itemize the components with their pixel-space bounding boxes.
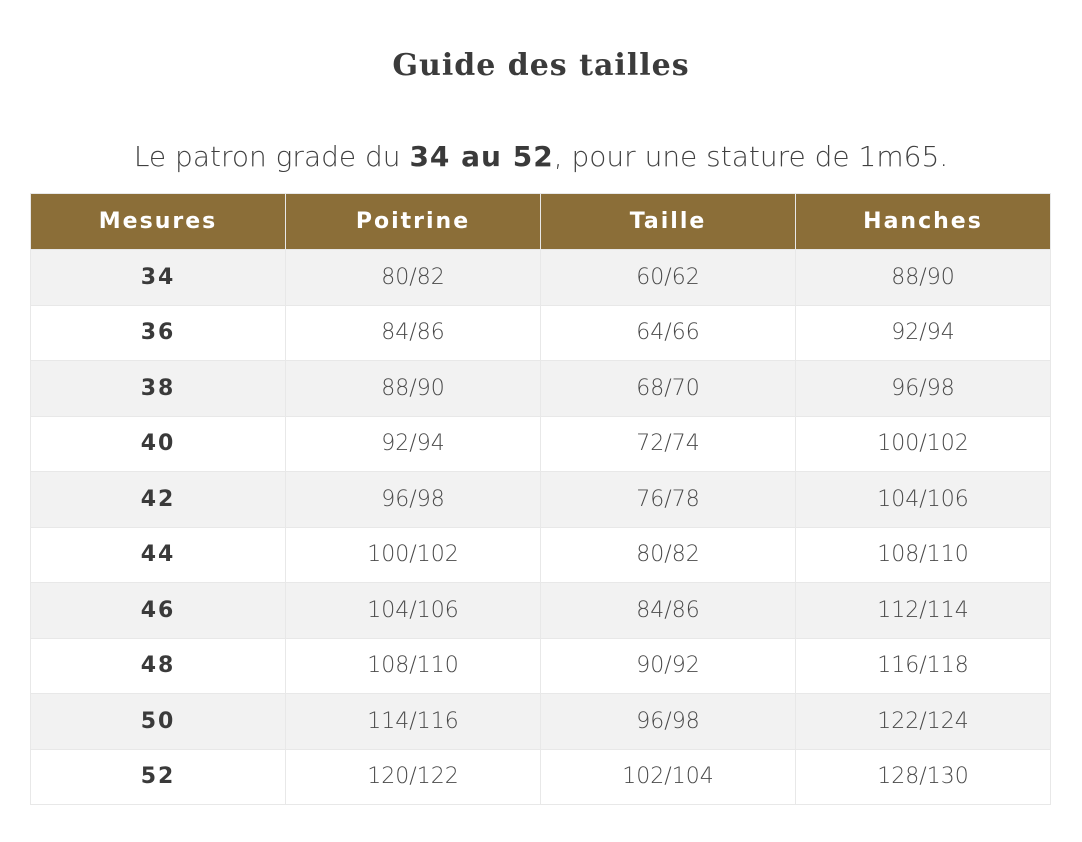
- table-row: [31, 694, 1051, 750]
- table-row: [31, 416, 1051, 472]
- table-row: [31, 583, 1051, 639]
- table-row: [31, 638, 1051, 694]
- table-row: [31, 305, 1051, 361]
- size-cell: 48: [31, 638, 286, 694]
- size-chart-table: [30, 193, 1051, 805]
- taille-cell: 96/98: [541, 694, 796, 750]
- table-row: [31, 250, 1051, 306]
- taille-cell: 60/62: [541, 250, 796, 306]
- taille-cell: 84/86: [541, 583, 796, 639]
- hanches-cell: 96/98: [796, 361, 1051, 417]
- subtitle: [0, 140, 1082, 173]
- hanches-cell: 104/106: [796, 472, 1051, 528]
- poitrine-cell: 104/106: [286, 583, 541, 639]
- hanches-cell: 112/114: [796, 583, 1051, 639]
- size-cell: 52: [31, 749, 286, 805]
- size-cell: 34: [31, 250, 286, 306]
- size-cell: 40: [31, 416, 286, 472]
- poitrine-cell: 120/122: [286, 749, 541, 805]
- hanches-cell: 122/124: [796, 694, 1051, 750]
- size-cell: 46: [31, 583, 286, 639]
- table-row: [31, 749, 1051, 805]
- hanches-cell: 108/110: [796, 527, 1051, 583]
- poitrine-cell: 92/94: [286, 416, 541, 472]
- hanches-cell: 116/118: [796, 638, 1051, 694]
- poitrine-cell: 100/102: [286, 527, 541, 583]
- subtitle-size-range: 34 au 52: [409, 140, 554, 173]
- column-header-poitrine: Poitrine: [286, 194, 541, 250]
- poitrine-cell: 88/90: [286, 361, 541, 417]
- size-cell: 42: [31, 472, 286, 528]
- taille-cell: 76/78: [541, 472, 796, 528]
- subtitle-suffix: , pour une stature de 1m65.: [553, 140, 949, 173]
- hanches-cell: 128/130: [796, 749, 1051, 805]
- taille-cell: 64/66: [541, 305, 796, 361]
- size-cell: 38: [31, 361, 286, 417]
- taille-cell: 80/82: [541, 527, 796, 583]
- size-cell: 50: [31, 694, 286, 750]
- size-cell: 44: [31, 527, 286, 583]
- size-cell: 36: [31, 305, 286, 361]
- hanches-cell: 92/94: [796, 305, 1051, 361]
- taille-cell: 90/92: [541, 638, 796, 694]
- taille-cell: 72/74: [541, 416, 796, 472]
- table-row: [31, 527, 1051, 583]
- table-row: [31, 472, 1051, 528]
- page-title: Guide des tailles: [392, 48, 690, 84]
- column-header-taille: Taille: [541, 194, 796, 250]
- taille-cell: 102/104: [541, 749, 796, 805]
- column-header-hanches: Hanches: [796, 194, 1051, 250]
- column-header-mesures: Mesures: [31, 194, 286, 250]
- poitrine-cell: 108/110: [286, 638, 541, 694]
- hanches-cell: 100/102: [796, 416, 1051, 472]
- table-row: [31, 361, 1051, 417]
- poitrine-cell: 96/98: [286, 472, 541, 528]
- taille-cell: 68/70: [541, 361, 796, 417]
- table-header-row: [31, 194, 1051, 250]
- poitrine-cell: 114/116: [286, 694, 541, 750]
- hanches-cell: 88/90: [796, 250, 1051, 306]
- poitrine-cell: 80/82: [286, 250, 541, 306]
- poitrine-cell: 84/86: [286, 305, 541, 361]
- subtitle-prefix: Le patron grade du: [133, 140, 410, 173]
